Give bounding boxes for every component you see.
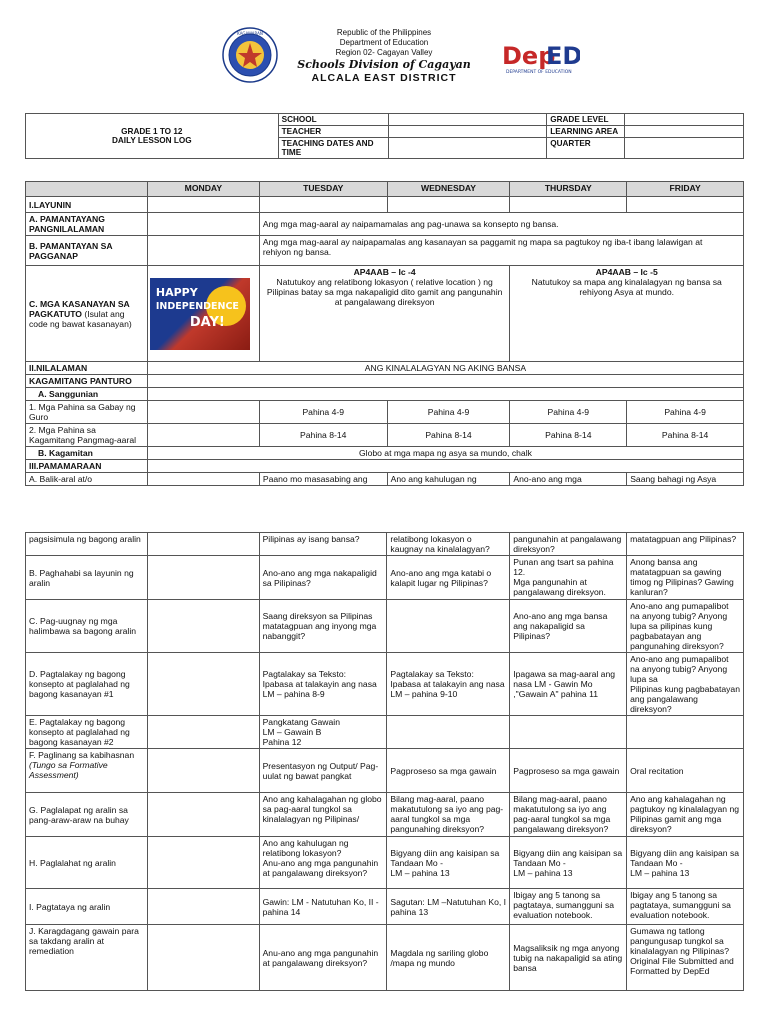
row-g <box>26 793 744 837</box>
kasanayan-sub: (Isulat ang code ng bawat kasanayan) <box>29 308 132 329</box>
cell-mon <box>147 793 259 837</box>
image-independence: INDEPENDENCE <box>155 300 239 312</box>
pamamaraan-label: III.PAMAMARAAN <box>26 460 148 473</box>
cell-wed: relatibong lokasyon o kaugnay na kinalalagyan? <box>387 533 510 556</box>
cell-fri: matatagpuan ang Pilipinas? <box>627 533 744 556</box>
school-value[interactable] <box>388 114 547 126</box>
pamantayang-text: Ang mga mag-aaral ay naipamamalas ang pag-unawa sa konsepto ng bansa. <box>259 213 743 236</box>
info-table <box>25 113 744 159</box>
gabay-tue: Pahina 4-9 <box>259 401 387 424</box>
row-label: E. Pagtalakay ng bagong konsepto at paglalahad ng bagong kasanayan #2 <box>26 716 148 749</box>
row-i <box>26 889 744 925</box>
svg-text:Dep: Dep <box>502 42 556 70</box>
cell-mon <box>147 533 259 556</box>
kagamitan-text: Globo at mga mapa ng asya sa mundo, chalk <box>147 447 743 460</box>
row-e <box>26 716 744 749</box>
day-monday: MONDAY <box>147 182 259 197</box>
balik-thu: Ano-ano ang mga <box>510 473 627 486</box>
cell-mon <box>147 716 259 749</box>
svg-text:DEPARTMENT OF EDUCATION: DEPARTMENT OF EDUCATION <box>506 70 572 75</box>
cell-mon <box>147 889 259 925</box>
kagamitang-fri: Pahina 8-14 <box>627 424 744 447</box>
cell-thu: pangunahin at pangalawang direksyon? <box>510 533 627 556</box>
cell-fri: Ano ang kahalagahan ng pagtukoy ng kinalalagyan ng Pilipinas gamit ang mga direksyon? <box>627 793 744 837</box>
cell-tue: Anu-ano ang mga pangunahin at pangalawang direksyon? <box>259 925 387 991</box>
teacher-label: TEACHER <box>278 126 388 138</box>
cell-wed: Pagproseso sa mga gawain <box>387 749 510 793</box>
code1-cell <box>259 266 510 362</box>
cell-tue: Pilipinas ay isang bansa? <box>259 533 387 556</box>
cell-thu: Magsaliksik ng mga anyong tubig na nakapaligid sa ating bansa <box>510 925 627 991</box>
pagganap-text <box>259 236 743 266</box>
kasanayan-label: C. MGA KASANAYAN SA PAGKATUTO <box>29 298 130 319</box>
row-label: J. Karagdagang gawain para sa takdang aralin at remediation <box>26 925 148 991</box>
row-d <box>26 653 744 716</box>
cell-tue: Saang direksyon sa Pilipinas matatagpuan ang inyong mga nabanggit? <box>259 600 387 653</box>
cell-mon <box>147 925 259 991</box>
cell-fri: Gumawa ng tatlong pangungusap tungkol sa kinalalagyan ng Pilipinas? Original File Submitted and Formatted by DepEd <box>627 925 744 991</box>
row-label: D. Pagtalakay ng bagong konsepto at paglalahad ng bagong kasanayan #1 <box>26 653 148 716</box>
learning-area-label: LEARNING AREA <box>547 126 625 138</box>
kasanayan-label-cell <box>26 266 148 362</box>
code1: AP4AAB – Ic -4 <box>353 267 416 277</box>
lh-department: Department of Education <box>339 38 429 47</box>
code2-cell <box>510 266 744 362</box>
cell-wed <box>387 600 510 653</box>
cell-thu <box>510 716 627 749</box>
cell-tue: Presentasyon ng Output/ Pag-uulat ng bawat pangkat <box>259 749 387 793</box>
row-label: I. Pagtataya ng aralin <box>26 889 148 925</box>
nilalaman-text: ANG KINALALAGYAN NG AKING BANSA <box>147 362 743 375</box>
kagamitang-wed: Pahina 8-14 <box>387 424 510 447</box>
gabay-label: 1. Mga Pahina sa Gabay ng Guro <box>26 401 148 424</box>
row-c <box>26 600 744 653</box>
day-friday: FRIDAY <box>627 182 744 197</box>
code2-text2: rehiyong Asya at mundo. <box>579 287 674 297</box>
lh-republic: Republic of the Philippines <box>336 28 432 37</box>
day-thursday: THURSDAY <box>510 182 627 197</box>
image-happy: HAPPY <box>155 285 198 299</box>
balik-mon <box>147 473 259 486</box>
row-h <box>26 837 744 889</box>
image-day: DAY! <box>189 314 225 330</box>
kagamitang-thu: Pahina 8-14 <box>510 424 627 447</box>
cell-wed <box>387 716 510 749</box>
cell-tue: Gawin: LM - Natutuhan Ko, II - pahina 14 <box>259 889 387 925</box>
row-label-cell <box>26 749 148 793</box>
svg-text:ED: ED <box>546 42 580 70</box>
title-dll: DAILY LESSON LOG <box>111 136 192 145</box>
row-label: H. Paglalahat ng aralin <box>26 837 148 889</box>
grade-level-label: GRADE LEVEL <box>547 114 625 126</box>
sanggunian-label: A. Sanggunian <box>26 388 148 401</box>
svg-text:KAGAWARAN: KAGAWARAN <box>237 31 263 36</box>
cell-thu: Bilang mag-aaral, paano makatutulong sa iyo ang pag-aaral tungkol sa mga pangalawang direksyon? <box>510 793 627 837</box>
dates-value[interactable] <box>388 138 547 159</box>
cell-tue: Ano ang kahulugan ng relatibong lokasyon? Anu-ano ang mga pangunahin at pangalawang direksyon? <box>259 837 387 889</box>
cell-fri: Ano-ano ang pumapalibot na anyong tubig? Anyong lupa sa Pilipinas kung pagbabatayan ang pangalawang direksyon? <box>627 653 744 716</box>
cell-tue: Pagtalakay sa Teksto: Ipabasa at talakayin ang nasa LM – pahina 8-9 <box>259 653 387 716</box>
lh-district: ALCALA EAST DISTRICT <box>311 72 457 84</box>
independence-image-cell <box>147 266 259 362</box>
cell-mon <box>147 837 259 889</box>
cell-mon <box>147 556 259 600</box>
balik-label: A. Balik-aral at/o <box>26 473 148 486</box>
dll-title <box>26 114 279 159</box>
pagganap-label: B. PAMANTAYAN SA PAGGANAP <box>26 236 148 266</box>
cell-thu: Ibigay ang 5 tanong sa pagtataya, sumangguni sa evaluation notebook. <box>510 889 627 925</box>
cell-wed: Magdala ng sariling globo /mapa ng mundo <box>387 925 510 991</box>
lh-division: Schools Division of Cagayan <box>297 58 471 71</box>
corner-cell <box>26 182 148 197</box>
kagamitan-b-label: B. Kagamitan <box>26 447 148 460</box>
cell-thu: Bigyang diin ang kaisipan sa Tandaan Mo - LM – pahina 13 <box>510 837 627 889</box>
independence-day-image <box>150 278 250 350</box>
row-label: F. Paglinang sa kabihasnan <box>29 750 135 760</box>
row-label: C. Pag-uugnay ng mga halimbawa sa bagong aralin <box>26 600 148 653</box>
cell-wed: Bilang mag-aaral, paano makatutulong sa iyo ang pag-aaral tungkol sa mga pangunahing direksyon? <box>387 793 510 837</box>
cell-wed: Pagtalakay sa Teksto: Ipabasa at talakayin ang nasa LM – pahina 9-10 <box>387 653 510 716</box>
code2-text1: Natutukoy sa mapa ang kinalalagyan ng bansa sa <box>531 277 722 287</box>
teacher-value[interactable] <box>388 126 547 138</box>
cell-mon <box>147 749 259 793</box>
kagamitan-label: KAGAMITANG PANTURO <box>26 375 148 388</box>
grade-level-value[interactable] <box>625 114 744 126</box>
cell-thu: Punan ang tsart sa pahina 12. Mga pangunahin at pangalawang direksyon. <box>510 556 627 600</box>
cell-thu: Ipagawa sa mag-aaral ang nasa LM - Gawin Mo ,"Gawain A" pahina 11 <box>510 653 627 716</box>
kagamitang-tue: Pahina 8-14 <box>259 424 387 447</box>
nilalaman-label: II.NILALAMAN <box>26 362 148 375</box>
balik-tue: Paano mo masasabing ang <box>259 473 387 486</box>
cell-fri: Bigyang diin ang kaisipan sa Tandaan Mo - LM – pahina 13 <box>627 837 744 889</box>
dates-label: TEACHING DATES AND TIME <box>278 138 388 159</box>
cell-mon <box>147 653 259 716</box>
code2: AP4AAB – Ic -5 <box>595 267 658 277</box>
cell-fri: Oral recitation <box>627 749 744 793</box>
pagganap-line2: rehiyon ng bansa. <box>262 247 332 257</box>
cell-mon <box>147 600 259 653</box>
cell-tue: Pangkatang Gawain LM – Gawain B Pahina 12 <box>259 716 387 749</box>
quarter-value[interactable] <box>625 138 744 159</box>
row-f <box>26 749 744 793</box>
lh-region: Region 02- Cagayan Valley <box>335 48 433 57</box>
balik-fri: Saang bahagi ng Asya <box>627 473 744 486</box>
gabay-wed: Pahina 4-9 <box>387 401 510 424</box>
cell-tue: Ano-ano ang mga nakapaligid sa Pilipinas? <box>259 556 387 600</box>
cell-fri: Anong bansa ang matatagpuan sa gawing timog ng Pilipinas? Gawing kanluran? <box>627 556 744 600</box>
quarter-label: QUARTER <box>547 138 625 159</box>
cell-thu: Ano-ano ang mga bansa ang nakapaligid sa Pilipinas? <box>510 600 627 653</box>
gabay-fri: Pahina 4-9 <box>627 401 744 424</box>
kagamitang-label: 2. Mga Pahina sa Kagamitang Pangmag-aaral <box>26 424 148 447</box>
letterhead <box>0 28 768 85</box>
row-label: pagsisimula ng bagong aralin <box>26 533 148 556</box>
lesson-table-part1 <box>25 181 744 486</box>
lesson-table-part2 <box>25 532 744 991</box>
row-b <box>26 556 744 600</box>
cell-wed: Sagutan: LM –Natutuhan Ko, I pahina 13 <box>387 889 510 925</box>
cell-wed: Bigyang diin ang kaisipan sa Tandaan Mo - LM – pahina 13 <box>387 837 510 889</box>
cell-fri <box>627 716 744 749</box>
row-label: B. Paghahabi sa layunin ng aralin <box>26 556 148 600</box>
school-label: SCHOOL <box>278 114 388 126</box>
gabay-thu: Pahina 4-9 <box>510 401 627 424</box>
row-label-sub: (Tungo sa Formative Assessment) <box>29 760 108 780</box>
row-a-cont <box>26 533 744 556</box>
day-tuesday: TUESDAY <box>259 182 387 197</box>
row-j <box>26 925 744 991</box>
day-wednesday: WEDNESDAY <box>387 182 510 197</box>
cell-fri: Ibigay ang 5 tanong sa pagtataya, sumangguni sa evaluation notebook. <box>627 889 744 925</box>
cell-thu: Pagproseso sa mga gawain <box>510 749 627 793</box>
cell-tue: Ano ang kahalagahan ng globo sa pag-aaral tungkol sa kinalalagyan ng Pilipinas/ <box>259 793 387 837</box>
cell-wed: Ano-ano ang mga katabi o kalapit lugar ng Pilipinas? <box>387 556 510 600</box>
learning-area-value[interactable] <box>625 126 744 138</box>
cell-fri: Ano-ano ang pumapalibot na anyong tubig? Anyong lupa sa pilipinas kung pagbabatayan ang pangunahing direksyon? <box>627 600 744 653</box>
pamantayang-label: A. PAMANTAYANG PANGNILALAMAN <box>26 213 148 236</box>
title-grade: GRADE 1 TO 12 <box>121 127 183 136</box>
layunin-label: I.LAYUNIN <box>26 197 148 213</box>
balik-wed: Ano ang kahulugan ng <box>387 473 510 486</box>
pagganap-line1: Ang mga mag-aaral ay naipapamalas ang kasanayan sa paggamit ng mapa sa pagtukoy ng iba-t ibang lalawigan at <box>262 237 703 247</box>
code1-text: Natutukoy ang relatibong lokasyon ( relative location ) ng Pilipinas batay sa mga nakapaligid dito gamit ang pangunahin at pangalawang direksyon <box>266 277 503 307</box>
row-label: G. Paglalapat ng aralin sa pang-araw-araw na buhay <box>26 793 148 837</box>
